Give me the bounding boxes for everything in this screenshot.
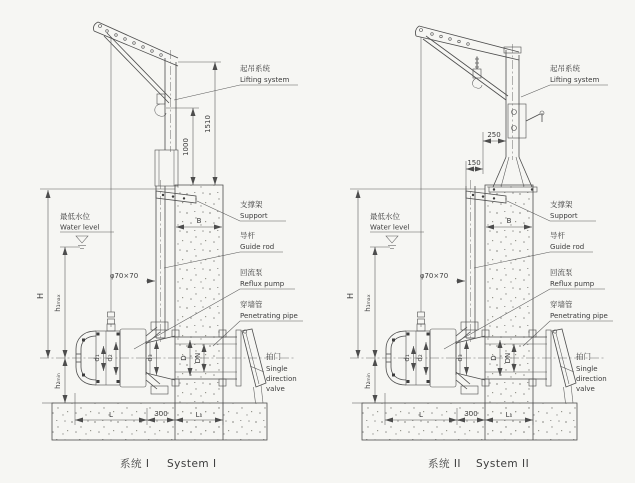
caption-system1-zh: 系统 I — [120, 458, 150, 470]
caption-system2-en: System II — [476, 458, 530, 470]
label-pump-en: Reflux pump — [240, 280, 285, 288]
dim-1510: 1510 — [204, 115, 212, 133]
dim-250: 250 — [487, 131, 501, 139]
label-support-en: Support — [550, 212, 578, 220]
label-pipe-en: Penetrating pipe — [550, 312, 608, 320]
caption-system1-en: System I — [167, 458, 217, 470]
dim-DN: DN — [504, 352, 512, 364]
dim-H: H — [346, 292, 355, 300]
dim-L1: L₁ — [195, 411, 203, 419]
label-valve-en1: Single — [576, 365, 598, 373]
dim-300: 300 — [154, 410, 168, 418]
dim-L: L — [109, 411, 113, 419]
dim-150: 150 — [467, 159, 481, 167]
water-level-label-zh: 最低水位 — [370, 212, 400, 221]
dim-D: D — [180, 355, 188, 361]
dim-DN: DN — [194, 352, 202, 364]
label-lifting-zh: 起吊系统 — [550, 64, 580, 73]
dim-300: 300 — [464, 410, 478, 418]
system2-crane — [415, 26, 608, 192]
label-support-en: Support — [240, 212, 268, 220]
dim-h1max: h₁ₘₐₓ — [364, 294, 372, 312]
system1-crane — [94, 22, 299, 186]
dim-D: D — [490, 355, 498, 361]
label-lifting-zh: 起吊系统 — [240, 64, 270, 73]
dim-d2: d₂ — [106, 354, 114, 362]
label-pipe-zh: 穿墙管 — [550, 300, 573, 309]
water-level-label-en: Water level — [60, 223, 100, 232]
label-valve-zh: 拍门 — [266, 352, 281, 361]
label-valve-en3: valve — [266, 385, 285, 393]
label-guide-en: Guide rod — [550, 243, 585, 251]
label-lifting-en: Lifting system — [240, 76, 290, 84]
water-level-label-zh: 最低水位 — [60, 212, 90, 221]
label-valve-en1: Single — [266, 365, 288, 373]
label-pipe-zh: 穿墙管 — [240, 300, 263, 309]
dim-phi: φ70×70 — [109, 272, 139, 280]
dim-d3: d₃ — [456, 354, 464, 362]
label-guide-zh: 导杆 — [240, 231, 255, 240]
label-valve-en2: direction — [266, 375, 297, 383]
dim-L1: L₁ — [505, 411, 513, 419]
label-guide-en: Guide rod — [240, 243, 275, 251]
label-valve-zh: 拍门 — [576, 352, 591, 361]
label-pump-zh: 回流泵 — [240, 268, 263, 277]
dim-B: B — [506, 217, 512, 225]
dim-d3: d₃ — [146, 354, 154, 362]
label-guide-zh: 导杆 — [550, 231, 565, 240]
label-valve-en3: valve — [576, 385, 595, 393]
label-pump-en: Reflux pump — [550, 280, 595, 288]
label-pump-zh: 回流泵 — [550, 268, 573, 277]
dim-h1max: h₁ₘₐₓ — [54, 294, 62, 312]
system2-structure — [350, 37, 613, 440]
label-pipe-en: Penetrating pipe — [240, 312, 298, 320]
label-support-zh: 支撑架 — [240, 200, 263, 209]
dim-d2: d₂ — [416, 354, 424, 362]
dim-phi: φ70×70 — [419, 272, 449, 280]
system1-structure — [40, 37, 303, 440]
dim-d1: d₁ — [93, 354, 101, 362]
label-support-zh: 支撑架 — [550, 200, 573, 209]
label-valve-en2: direction — [576, 375, 607, 383]
dim-L: L — [419, 411, 423, 419]
dim-d1: d₁ — [403, 354, 411, 362]
dim-H: H — [36, 292, 45, 300]
caption-system2-zh: 系统 II — [428, 458, 462, 470]
dim-h2min: h₂ₘᵢₙ — [54, 373, 62, 389]
water-level-label-en: Water level — [370, 223, 410, 232]
dim-B: B — [196, 217, 202, 225]
label-lifting-en: Lifting system — [550, 76, 600, 84]
dim-h2min: h₂ₘᵢₙ — [364, 373, 372, 389]
dim-1000: 1000 — [182, 138, 190, 156]
